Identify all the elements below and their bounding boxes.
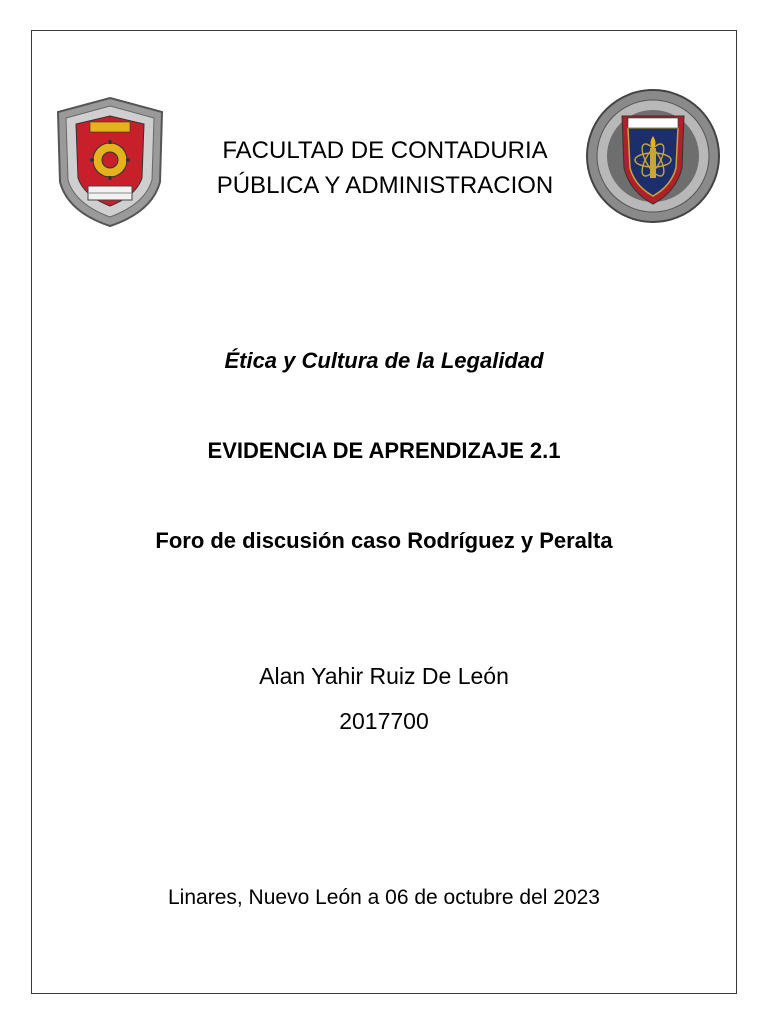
subject-title: Ética y Cultura de la Legalidad [224,348,544,373]
evidence-title: EVIDENCIA DE APRENDIZAJE 2.1 [207,438,561,463]
student-name: Alan Yahir Ruiz De León [259,663,509,689]
student-id: 2017700 [339,708,429,734]
topic-title: Foro de discusión caso Rodríguez y Peralta [155,528,613,553]
faculty-name-line2: PÚBLICA Y ADMINISTRACION [216,172,554,199]
faculty-name-line1: FACULTAD DE CONTADURIA [222,137,548,164]
place-date: Linares, Nuevo León a 06 de octubre del 2023 [168,886,600,909]
